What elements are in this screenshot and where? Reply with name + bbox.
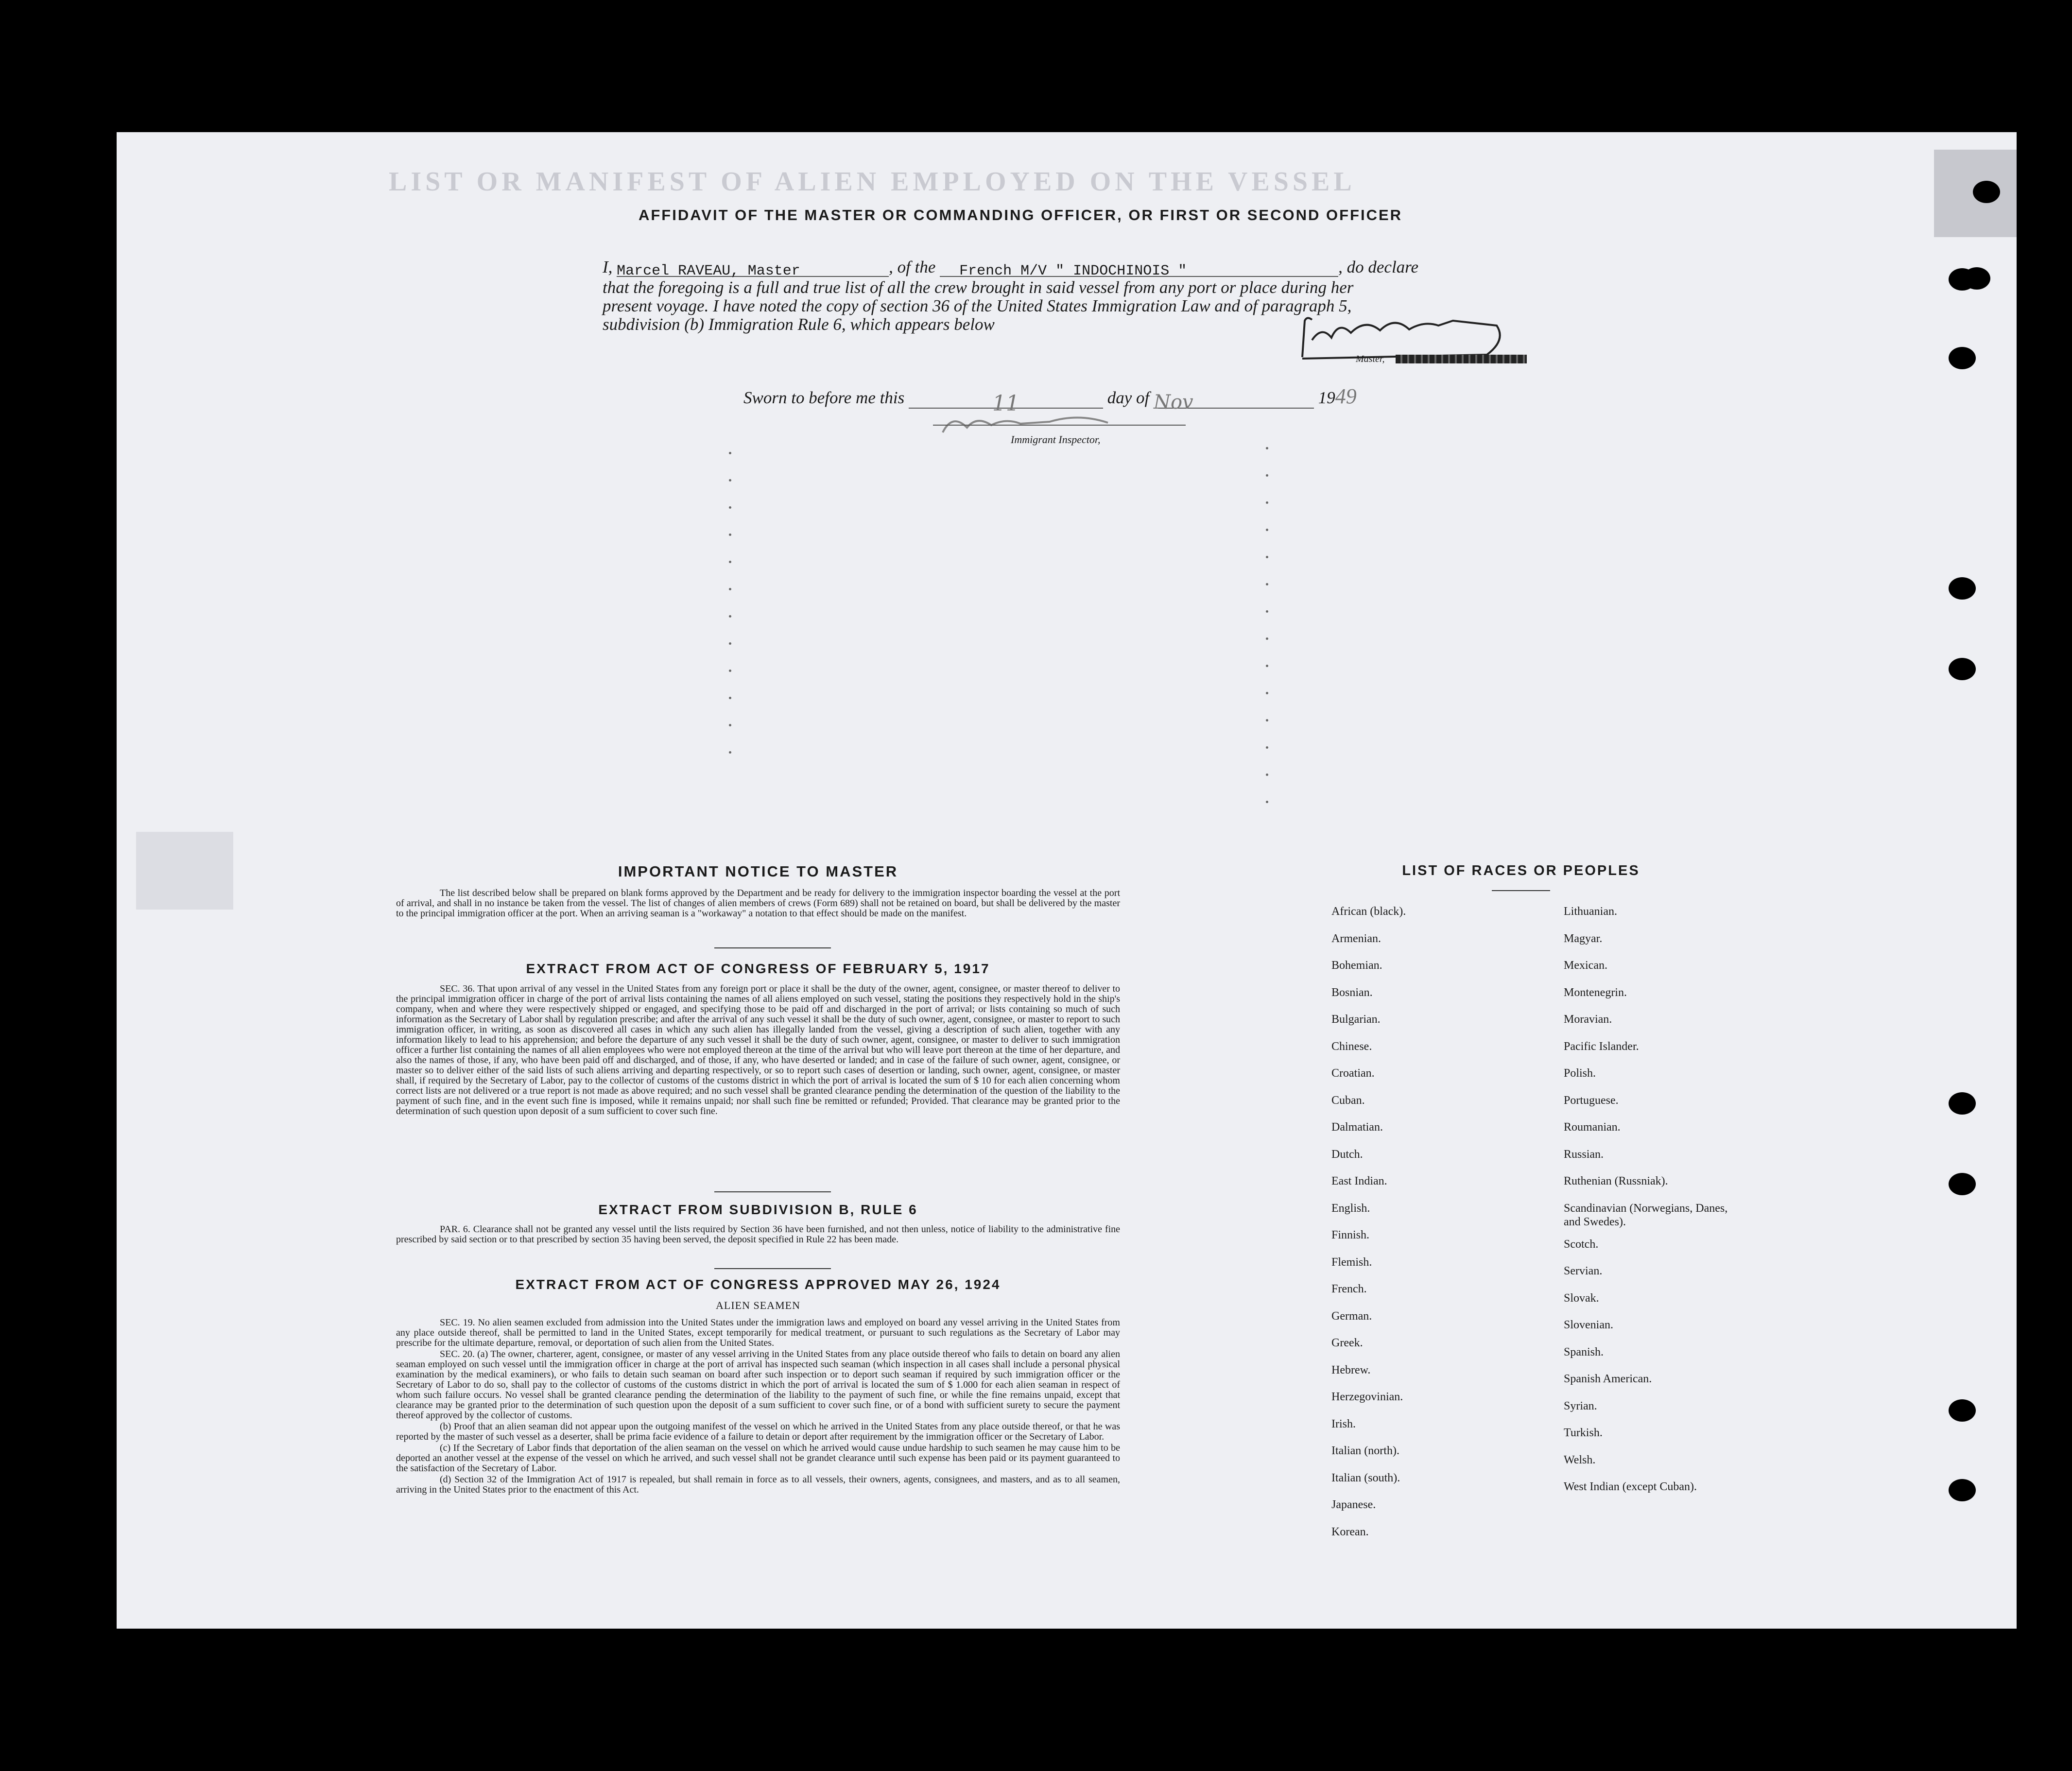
faint-dot xyxy=(729,642,731,645)
do-declare-label: do declare xyxy=(1347,258,1419,276)
races-list-left xyxy=(1331,905,1536,1552)
race-item: Greek. xyxy=(1331,1337,1363,1349)
faint-dot xyxy=(1266,665,1268,667)
rule6-body xyxy=(396,1224,1120,1246)
inspector-label: Immigrant Inspector, xyxy=(1011,433,1101,446)
race-item: Herzegovinian. xyxy=(1331,1391,1403,1403)
divider xyxy=(1492,890,1550,891)
affidavit-title: AFFIDAVIT OF THE MASTER OR COMMANDING OFFICER, OR FIRST OR SECOND OFFICER xyxy=(638,206,1403,224)
race-item: Lithuanian. xyxy=(1564,905,1617,918)
race-item: Welsh. xyxy=(1564,1453,1596,1466)
faint-dot xyxy=(1266,501,1268,504)
race-item: German. xyxy=(1331,1309,1372,1323)
race-item: Turkish. xyxy=(1564,1427,1603,1439)
race-item: Japanese. xyxy=(1331,1498,1376,1511)
faint-dot xyxy=(1266,746,1268,749)
race-item: Hebrew. xyxy=(1331,1363,1371,1376)
punch-hole xyxy=(1949,1479,1976,1501)
races-title: LIST OF RACES OR PEOPLES xyxy=(1402,863,1640,878)
faint-dot xyxy=(729,615,731,618)
extract-1924-paragraph: (b) Proof that an alien seaman did not appear upon the outgoing manifest of the vessel on which he arrived in the United States from any place outside thereof, or that he was reported by the master of such vessel as a deserter, shall be prima facie evidence of a failure to detain or deport after requirement by the immigration officer or the Secretary of Labor. xyxy=(396,1421,1120,1442)
punch-hole xyxy=(1949,1173,1976,1195)
extract-1917-title: EXTRACT FROM ACT OF CONGRESS OF FEBRUARY 5, 1917 xyxy=(526,961,990,976)
race-item: Dalmatian. xyxy=(1331,1121,1383,1134)
vessel-blank xyxy=(940,259,1338,277)
race-item: Spanish. xyxy=(1564,1345,1604,1358)
punch-hole xyxy=(1949,1092,1976,1115)
faint-dot xyxy=(1266,529,1268,531)
race-item: Italian (south). xyxy=(1331,1471,1400,1484)
extract-1924-paragraph: SEC. 19. No alien seamen excluded from admission into the United States under the immigration laws and employed on board any vessel arriving in the United States from any place outside thereof, shall be permitted to land in the United States, except temporarily for medical treatment, or pursuant to such regulations as the Secretary of Labor may prescribe for the ultimate departure, removal, or deportation of such alien from the United States. xyxy=(396,1317,1120,1348)
race-item: African (black). xyxy=(1331,905,1406,918)
race-item: Scandinavian (Norwegians, Danes, and Swedes). xyxy=(1564,1202,1728,1228)
races-list-right xyxy=(1564,905,1758,1507)
master-label: Master, xyxy=(1356,354,1385,364)
rule6-title: EXTRACT FROM SUBDIVISION B, RULE 6 xyxy=(598,1202,918,1217)
race-item: Ruthenian (Russniak). xyxy=(1564,1175,1668,1187)
year-prefix: 19 xyxy=(1318,388,1335,407)
affidavit-line-4: subdivision (b) Immigration Rule 6, which appears below xyxy=(603,315,995,334)
extract-1924-title: EXTRACT FROM ACT OF CONGRESS APPROVED MAY 26, 1924 xyxy=(515,1277,1001,1292)
race-item: Polish. xyxy=(1564,1067,1596,1080)
race-item: Chinese. xyxy=(1331,1040,1372,1053)
race-item: East Indian. xyxy=(1331,1175,1387,1187)
faint-dot xyxy=(1266,556,1268,558)
divider xyxy=(714,947,831,948)
race-item: Cuban. xyxy=(1331,1094,1365,1107)
race-item: Spanish American. xyxy=(1564,1373,1652,1385)
month-handwritten: Nov xyxy=(1154,391,1314,409)
faint-dot xyxy=(1266,610,1268,613)
race-item: Flemish. xyxy=(1331,1255,1372,1269)
master-title-struck xyxy=(1396,355,1527,363)
notice-body xyxy=(396,888,1120,920)
race-item: Russian. xyxy=(1564,1148,1604,1161)
punch-hole xyxy=(1949,658,1976,680)
divider xyxy=(714,1191,831,1192)
affidavit-line-3: present voyage. I have noted the copy of section 36 of the United States Immigration Law and of paragraph 5, xyxy=(603,296,1352,315)
faint-dot xyxy=(1266,692,1268,694)
race-item: Italian (north). xyxy=(1331,1444,1399,1457)
race-item: Scotch. xyxy=(1564,1238,1599,1251)
affidavit-line-2: that the foregoing is a full and true list of all the crew brought in said vessel from any port or place during her xyxy=(603,278,1354,297)
vessel-name: French M/V " INDOCHINOIS " xyxy=(959,263,1187,279)
faint-dot xyxy=(729,506,731,509)
faint-dot xyxy=(1266,447,1268,449)
extract-1917-paragraph: SEC. 36. That upon arrival of any vessel in the United States from any foreign port or place it shall be the duty of the owner, agent, consignee, or master thereof to deliver to the principal immigration officer in charge of the port of arrival lists containing the names of all aliens employed on such vessel, stating the positions they respectively hold in the ship's company, when and where they were respectively shipped or engaged, and specifying those to be paid off and discharged in the port of arrival; or lists containing so much of such information as the Secretary of Labor shall by regulation prescribe; and after the arrival of any such vessel it shall be the duty of such owner, agent, consignee, or master to report to such immigration officer, in writing, as soon as discovered all cases in which any such alien has illegally landed from the vessel, giving a description of such alien, together with any information likely to lead to his apprehension; and before the departure of any such vessel it shall be the duty of such owner, agent, consignee, or master to deliver to such immigration officer a further list containing the names of all alien employees who were not employed thereon at the time of the arrival but who will leave port thereon at the time of her departure, and also the names of those, if any, who have been paid off and discharged, and of those, if any, who have deserted or landed; and in case of the failure of such owner, agent, consignee, or master so to deliver either of the said lists of such aliens arriving and departing respectively, or so to report such cases of desertion or landing, such owner, agent, consignee, or master shall, if required by the Secretary of Labor, pay to the collector of customs of the customs district in which the port of arrival is located the sum of $ 10 for each alien concerning whom correct lists are not delivered or a true report is not made as above required; and no such vessel shall be granted clearance pending the determination of the question of the liability to the payment of such fine, and in the event such fine is imposed, while it remains unpaid; nor shall such fine be remitted or refunded; Provided. That clearance may be granted prior to the determination of such question upon deposit of a sum sufficient to cover such fine. xyxy=(396,983,1120,1117)
race-item: Armenian. xyxy=(1331,932,1381,945)
affidavit-line-1: I, Marcel RAVEAU, Master , of the French M/V " INDOCHINOIS " , do declare xyxy=(603,258,1419,279)
punch-hole xyxy=(1973,181,2000,203)
day-of-label: day of xyxy=(1107,388,1150,407)
race-item: Korean. xyxy=(1331,1525,1369,1538)
race-item: Bohemian. xyxy=(1331,959,1382,972)
tape-patch xyxy=(136,832,233,910)
faint-dot xyxy=(729,533,731,536)
sworn-label: Sworn to before me this xyxy=(743,388,905,407)
year-handwritten: 49 xyxy=(1335,384,1357,408)
extract-1924-body xyxy=(396,1318,1120,1496)
extract-1924-paragraph: (d) Section 32 of the Immigration Act of 1917 is repealed, but shall remain in force as to all vessels, their owners, agents, consignees, and masters, and as to all seamen, arriving in the United States prior to the enactment of this Act. xyxy=(396,1474,1120,1495)
faint-dot xyxy=(1266,719,1268,722)
faint-dot xyxy=(729,452,731,454)
race-item: Bosnian. xyxy=(1331,986,1373,999)
faint-dot xyxy=(1266,801,1268,803)
master-rank: Master xyxy=(747,263,800,279)
faint-dot xyxy=(729,724,731,726)
of-the-label: of the xyxy=(897,258,936,276)
race-item: Irish. xyxy=(1331,1417,1356,1430)
extract-1924-paragraph: (c) If the Secretary of Labor finds that deportation of the alien seaman on the vessel on which he arrived would cause undue hardship to such seamen he may cause him to be deported an another vessel at the expense of the vessel on which he arrived, and such vessel shall not be grandet clearance until such expense has been paid or its payment guaranteed to the satisfaction of the Secretary of Labor. xyxy=(396,1443,1120,1474)
punch-hole xyxy=(1949,1399,1976,1422)
punch-hole xyxy=(1963,267,1990,290)
punch-hole xyxy=(1949,577,1976,600)
race-item: Montenegrin. xyxy=(1564,986,1627,999)
race-item: English. xyxy=(1331,1202,1370,1215)
extract-1924-paragraph: SEC. 20. (a) The owner, charterer, agent, consignee, or master of any vessel arriving in the United States from any place outside thereof who fails to detain on board any alien seaman employed on such vessel until the immigration officer in charge at the port of arrival has inspected such seaman (which inspection in all cases shall include a personal physical examination by the medical examiners), or who fails to detain such seaman on board after such inspection or to deport such seaman if required by such immigration officer or the Secretary of Labor to do so, shall pay to the collector of customs of the customs district in which the port of arrival is located the sum of $ 1.000 for each alien seaman in respect of whom such failure occurs. No vessel shall be granted clearance pending the determination of the liability to the payment of such fine, or while the fine remains unpaid, except that clearance may be granted prior to the determination of such question upon the deposit of a sum sufficient to cover such fine, or of a bond with sufficient surety to secure the payment thereof approved by the collector of customs. xyxy=(396,1349,1120,1421)
faint-dot xyxy=(729,561,731,563)
race-item: West Indian (except Cuban). xyxy=(1564,1480,1697,1493)
divider xyxy=(714,1268,831,1269)
name-blank xyxy=(617,259,889,277)
race-item: French. xyxy=(1331,1283,1367,1295)
race-item: Servian. xyxy=(1564,1265,1603,1277)
faint-dot xyxy=(1266,774,1268,776)
faint-dot xyxy=(729,697,731,699)
race-item: Mexican. xyxy=(1564,959,1607,972)
punch-hole xyxy=(1949,347,1976,369)
day-number: 11 xyxy=(909,391,1103,409)
race-item: Dutch. xyxy=(1331,1148,1363,1161)
bleed-through-text: LIST OR MANIFEST OF ALIEN EMPLOYED ON THE VESSEL xyxy=(389,167,1356,197)
race-item: Syrian. xyxy=(1564,1399,1597,1412)
race-item: Magyar. xyxy=(1564,932,1603,945)
race-item: Portuguese. xyxy=(1564,1094,1619,1107)
race-item: Moravian. xyxy=(1564,1013,1612,1026)
race-item: Slovak. xyxy=(1564,1291,1599,1305)
notice-title: IMPORTANT NOTICE TO MASTER xyxy=(618,863,898,880)
faint-dot xyxy=(1266,474,1268,477)
race-item: Finnish. xyxy=(1331,1229,1370,1241)
faint-dot xyxy=(729,670,731,672)
master-name: Marcel RAVEAU, xyxy=(617,263,740,279)
race-item: Slovenian. xyxy=(1564,1319,1613,1331)
extract-1917-body xyxy=(396,984,1120,1118)
notice-paragraph: The list described below shall be prepared on blank forms approved by the Department and be ready for delivery to the immigration inspector boarding the vessel at the port of arrival, and shall in no instance be taken from the vessel. The list of changes of alien members of crews (Form 689) shall not be retained on board, but shall be delivered by the master to the principal immigration officer at the port. When an arriving seaman is a "workaway" a notation to that effect should be made on the manifest. xyxy=(396,888,1120,919)
faint-dot xyxy=(729,751,731,754)
i-label: I, xyxy=(603,258,613,276)
race-item: Pacific Islander. xyxy=(1564,1040,1639,1053)
faint-dot xyxy=(1266,583,1268,585)
race-item: Bulgarian. xyxy=(1331,1013,1381,1026)
faint-dot xyxy=(729,479,731,481)
rule6-paragraph: PAR. 6. Clearance shall not be granted any vessel until the lists required by Section 36 have been furnished, and not then unless, notice of liability to the administrative fine prescribed by said section or to that prescribed by section 35 having been served, the deposit specified in Rule 22 has been made. xyxy=(396,1224,1120,1245)
race-item: Croatian. xyxy=(1331,1067,1375,1080)
faint-dot xyxy=(729,588,731,590)
extract-1924-subtitle: ALIEN SEAMEN xyxy=(716,1299,800,1311)
race-item: Roumanian. xyxy=(1564,1121,1621,1134)
faint-dot xyxy=(1266,637,1268,640)
